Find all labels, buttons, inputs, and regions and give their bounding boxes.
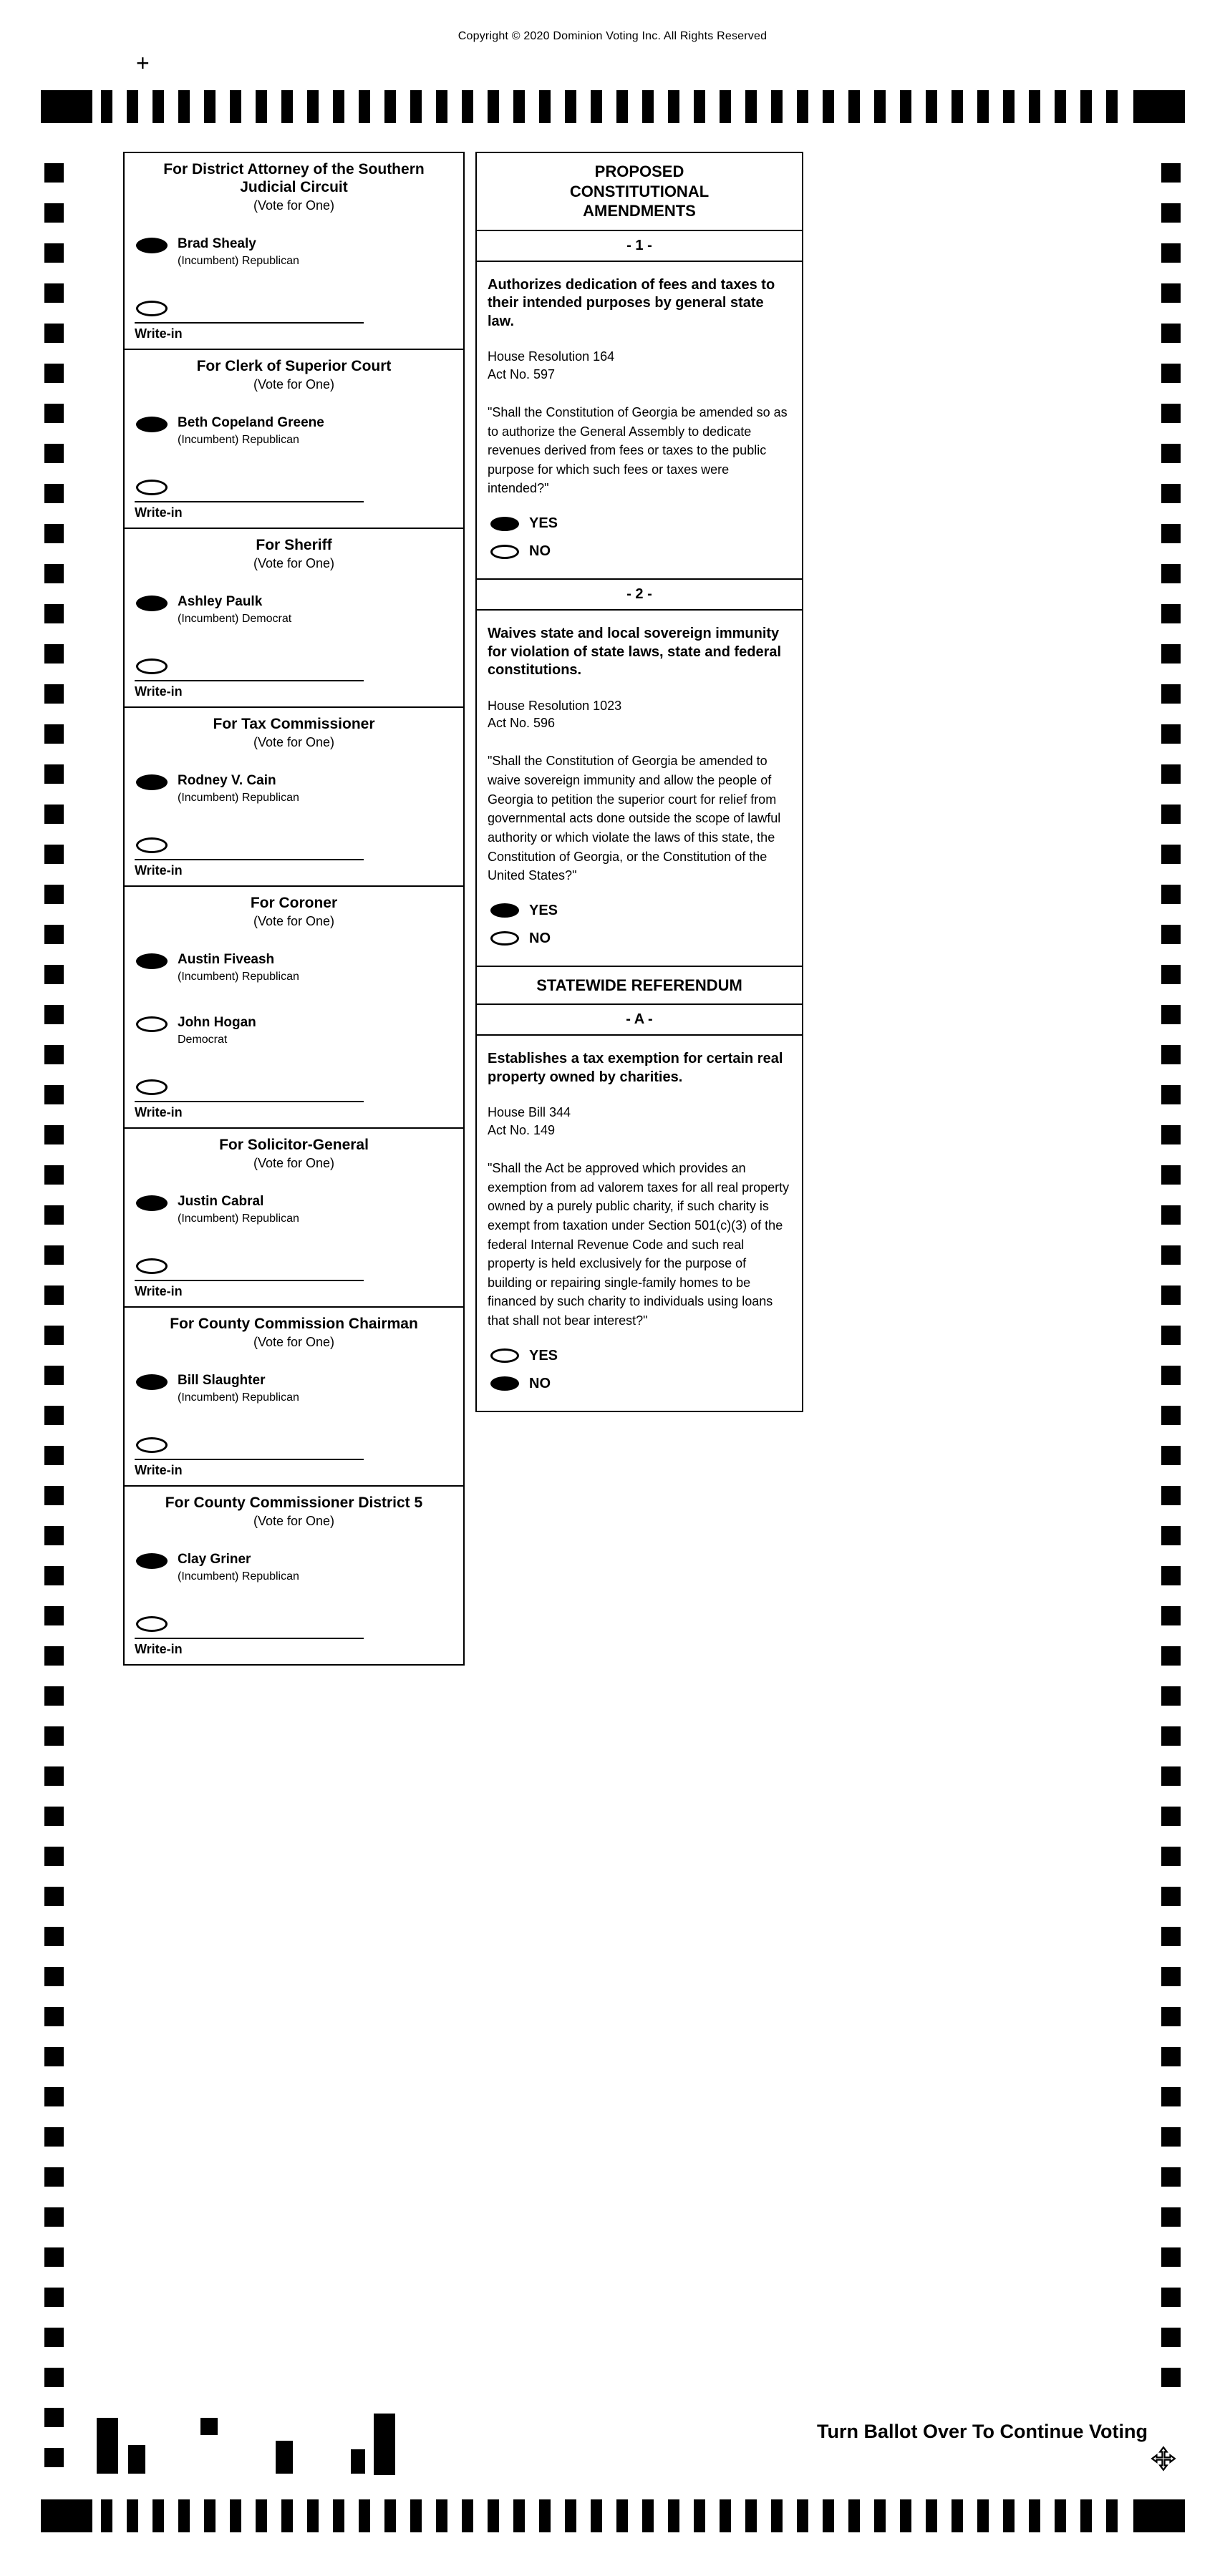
contest-box: [123, 1127, 465, 1308]
timing-bars: [101, 2499, 1125, 2532]
vote-for-instruction: (Vote for One): [253, 556, 335, 571]
copyright-text: Copyright © 2020 Dominion Voting Inc. All Rights Reserved: [457, 30, 768, 42]
timing-marks-top: [41, 90, 1185, 123]
option-label: NO: [529, 1375, 551, 1391]
measure-references: [488, 697, 791, 732]
candidate-row: [135, 1552, 453, 1583]
code-mark: [128, 2445, 145, 2474]
ballot-code-marks: [97, 2414, 405, 2479]
measure-summary: Establishes a tax exemption for certain real property owned by charities.: [488, 1051, 783, 1085]
write-in-label: Write-in: [135, 1462, 183, 1477]
timing-block-right: [1133, 2499, 1185, 2532]
timing-block-left: [41, 90, 92, 123]
empty-candidate-oval[interactable]: [136, 1016, 168, 1032]
candidate-party: (Incumbent) Republican: [178, 255, 299, 268]
yes-oval[interactable]: [490, 1348, 519, 1363]
candidate-text: [178, 1552, 299, 1583]
candidate-row: [135, 594, 453, 626]
candidate-name: Clay Griner: [178, 1552, 251, 1568]
candidate-name: Austin Fiveash: [178, 952, 275, 968]
registration-plus-mark: +: [136, 50, 150, 76]
filled-candidate-oval[interactable]: [136, 1553, 168, 1569]
no-oval[interactable]: [490, 1376, 519, 1391]
measure-reference-line: House Resolution 1023: [488, 698, 622, 713]
candidate-text: [178, 952, 299, 983]
measure-box: [475, 230, 803, 580]
contest-title: For Clerk of Superior Court: [196, 358, 392, 375]
footer-instruction: Turn Ballot Over To Continue Voting: [817, 2421, 1148, 2442]
candidate-row: [135, 236, 453, 268]
candidate-row: [135, 415, 453, 447]
measure-references: [488, 1104, 791, 1139]
filled-candidate-oval[interactable]: [136, 1374, 168, 1390]
contest-title: For Solicitor-General: [219, 1136, 369, 1153]
measure-box: [475, 1003, 803, 1411]
measure-number: - 1 -: [477, 231, 802, 262]
contest-column: [123, 152, 465, 1666]
write-in-label: Write-in: [135, 863, 183, 878]
contest-title: For Sheriff: [256, 537, 332, 554]
write-in-oval[interactable]: [136, 301, 168, 316]
section-header: STATEWIDE REFERENDUM: [475, 966, 803, 1006]
vote-for-instruction: (Vote for One): [253, 735, 335, 750]
write-in-row: [135, 836, 453, 853]
contest-box: [123, 885, 465, 1129]
candidate-name: Rodney V. Cain: [178, 773, 276, 789]
candidate-text: [178, 236, 299, 268]
measure-reference-line: Act No. 596: [488, 716, 556, 731]
vote-for-instruction: (Vote for One): [253, 914, 335, 929]
measure-option-row: [488, 1376, 791, 1392]
option-label: YES: [529, 515, 558, 531]
candidate-row: [135, 1015, 453, 1046]
measure-summary: Waives state and local sovereign immunity for violation of state laws, state and federal constitutions.: [488, 626, 782, 679]
timing-marks-left: [44, 163, 64, 2488]
measure-reference-line: House Bill 344: [488, 1105, 571, 1120]
contest-box: [123, 528, 465, 708]
candidate-party: (Incumbent) Republican: [178, 434, 299, 447]
write-in-label: Write-in: [135, 684, 183, 699]
candidate-name: Brad Shealy: [178, 236, 256, 252]
candidate-text: [178, 1015, 256, 1046]
filled-candidate-oval[interactable]: [136, 596, 168, 611]
contest-box: [123, 1306, 465, 1487]
option-label: YES: [529, 902, 558, 918]
measure-number: - A -: [477, 1005, 802, 1036]
candidate-party: (Incumbent) Democrat: [178, 613, 292, 626]
measure-question: "Shall the Act be approved which provides an exemption from ad valorem taxes for all real property owned by a purely public charity, if such charity is exempt from taxation under Section 501(c)(3) of the federal Internal Revenue Code and such real property is held exclusively for the purpose of building or repairing single-family homes to be financed by such charity to individuals using loans that shall not bear interest?": [488, 1161, 790, 1328]
write-in-oval[interactable]: [136, 1258, 168, 1274]
write-in-oval[interactable]: [136, 1079, 168, 1095]
candidate-row: [135, 1194, 453, 1225]
write-in-oval[interactable]: [136, 1437, 168, 1453]
contest-box: [123, 706, 465, 887]
yes-oval[interactable]: [490, 517, 519, 531]
write-in-row: [135, 1436, 453, 1453]
option-label: YES: [529, 1347, 558, 1364]
timing-marks-bottom: [41, 2499, 1185, 2532]
code-mark: [97, 2418, 118, 2474]
candidate-name: Ashley Paulk: [178, 594, 263, 610]
write-in-label: Write-in: [135, 1104, 183, 1119]
measure-reference-line: Act No. 149: [488, 1122, 556, 1137]
measure-box: [475, 578, 803, 967]
candidate-name: Bill Slaughter: [178, 1373, 266, 1389]
candidate-row: [135, 1373, 453, 1404]
measure-option-row: [488, 543, 791, 560]
write-in-oval[interactable]: [136, 1616, 168, 1632]
option-label: NO: [529, 543, 551, 559]
candidate-text: [178, 1194, 299, 1225]
contest-title: For District Attorney of the Southern Judicial Circuit: [163, 161, 425, 196]
write-in-label: Write-in: [135, 326, 183, 341]
measure-option-row: [488, 930, 791, 947]
candidate-text: [178, 415, 324, 447]
candidate-party: (Incumbent) Republican: [178, 1391, 299, 1404]
code-mark: [200, 2418, 218, 2435]
candidate-text: [178, 1373, 299, 1404]
yes-oval[interactable]: [490, 903, 519, 918]
filled-candidate-oval[interactable]: [136, 953, 168, 969]
section-header: PROPOSED CONSTITUTIONAL AMENDMENTS: [475, 152, 803, 231]
measure-body: [477, 611, 802, 966]
contest-box: [123, 1485, 465, 1666]
measure-summary: Authorizes dedication of fees and taxes to their intended purposes by general state law.: [488, 276, 775, 329]
measure-body: [477, 262, 802, 579]
filled-candidate-oval[interactable]: [136, 417, 168, 432]
candidate-text: [178, 773, 299, 805]
measure-references: [488, 348, 791, 383]
candidate-name: Beth Copeland Greene: [178, 415, 324, 431]
timing-marks-right: [1161, 163, 1181, 2404]
vote-for-instruction: (Vote for One): [253, 377, 335, 392]
measure-reference-line: House Resolution 164: [488, 349, 615, 364]
write-in-row: [135, 1078, 453, 1095]
vote-for-instruction: (Vote for One): [253, 1335, 335, 1350]
contest-title: For County Commission Chairman: [170, 1315, 418, 1332]
measure-reference-line: Act No. 597: [488, 366, 556, 381]
contest-title: For County Commissioner District 5: [165, 1494, 423, 1511]
write-in-oval[interactable]: [136, 837, 168, 853]
timing-block-right: [1133, 90, 1185, 123]
measure-question: "Shall the Constitution of Georgia be amended to waive sovereign immunity and allow the people of Georgia to petition the superior court for relief from governmental acts done outside the scope of lawful authority or which violate the laws of this state, the Constitution of Georgia, or the Constitution of the United States?": [488, 754, 781, 883]
write-in-row: [135, 657, 453, 674]
option-label: NO: [529, 930, 551, 946]
write-in-row: [135, 1257, 453, 1274]
write-in-row: [135, 299, 453, 316]
write-in-row: [135, 478, 453, 495]
filled-candidate-oval[interactable]: [136, 1195, 168, 1211]
code-mark: [351, 2449, 365, 2474]
write-in-label: Write-in: [135, 505, 183, 520]
candidate-party: (Incumbent) Republican: [178, 792, 299, 805]
candidate-row: [135, 773, 453, 805]
candidate-name: John Hogan: [178, 1015, 256, 1031]
measure-body: [477, 1036, 802, 1410]
move-cursor-icon: [1150, 2445, 1177, 2472]
no-oval[interactable]: [490, 545, 519, 559]
measure-option-row: [488, 1348, 791, 1364]
measure-question: "Shall the Constitution of Georgia be amended so as to authorize the General Assembly to dedicate revenues derived from fees or taxes to the public purpose for which such fees or taxes were intended?": [488, 404, 788, 496]
candidate-party: (Incumbent) Republican: [178, 1570, 299, 1583]
vote-for-instruction: (Vote for One): [253, 198, 335, 213]
candidate-text: [178, 594, 291, 626]
timing-bars: [101, 90, 1125, 123]
candidate-name: Justin Cabral: [178, 1194, 264, 1210]
contest-title: For Tax Commissioner: [213, 716, 375, 733]
candidate-party: (Incumbent) Republican: [178, 1212, 299, 1225]
vote-for-instruction: (Vote for One): [253, 1514, 335, 1529]
write-in-oval[interactable]: [136, 480, 168, 495]
measure-option-row: [488, 903, 791, 919]
write-in-label: Write-in: [135, 1283, 183, 1298]
timing-block-left: [41, 2499, 92, 2532]
vote-for-instruction: (Vote for One): [253, 1156, 335, 1171]
code-mark: [276, 2441, 293, 2474]
contest-box: [123, 349, 465, 529]
contest-title: For Coroner: [250, 895, 338, 912]
measures-column: [475, 152, 803, 1412]
contest-box: [123, 152, 465, 350]
candidate-party: Democrat: [178, 1033, 228, 1046]
candidate-row: [135, 952, 453, 983]
filled-candidate-oval[interactable]: [136, 774, 168, 790]
code-mark: [374, 2414, 395, 2475]
write-in-oval[interactable]: [136, 658, 168, 674]
no-oval[interactable]: [490, 931, 519, 946]
write-in-row: [135, 1615, 453, 1632]
measure-option-row: [488, 515, 791, 532]
filled-candidate-oval[interactable]: [136, 238, 168, 253]
write-in-label: Write-in: [135, 1641, 183, 1656]
measure-number: - 2 -: [477, 580, 802, 611]
candidate-party: (Incumbent) Republican: [178, 971, 299, 983]
